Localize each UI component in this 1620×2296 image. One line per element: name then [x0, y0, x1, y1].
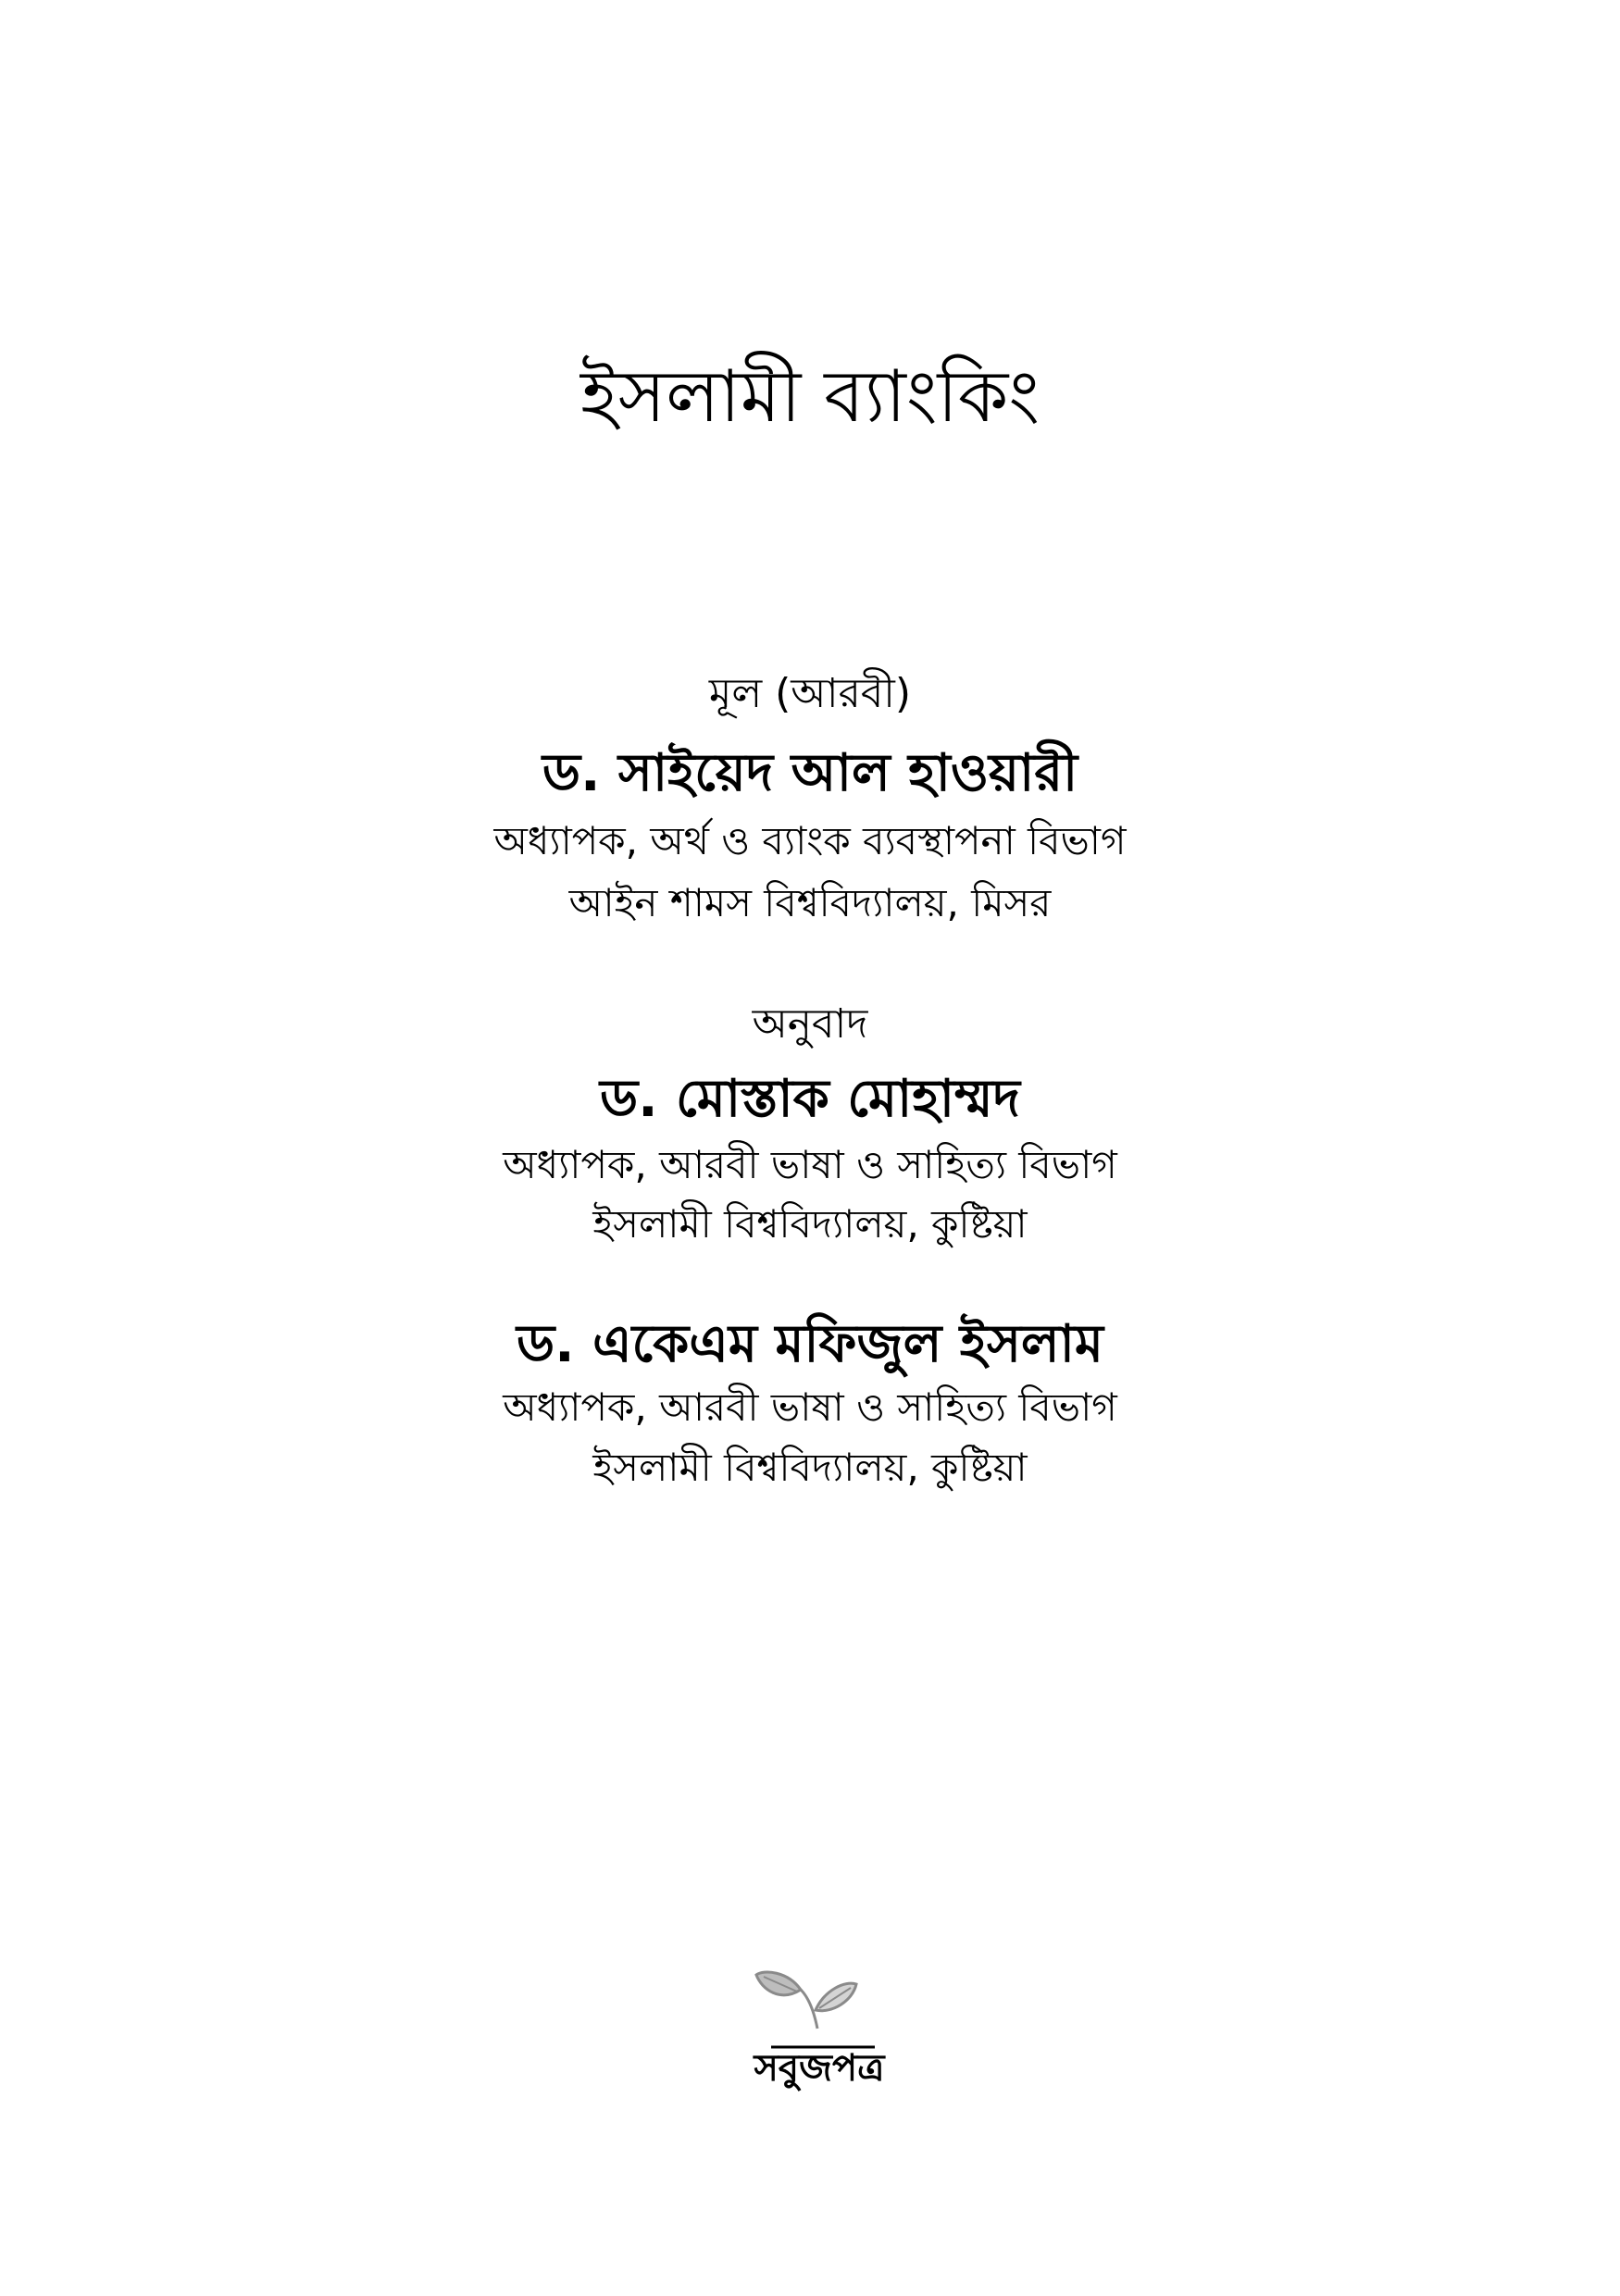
translator-1-position: অধ্যাপক, আরবী ভাষা ও সাহিত্য বিভাগ [503, 1142, 1117, 1187]
translator-2-institution: ইসলামী বিশ্ববিদ্যালয়, কুষ্টিয়া [592, 1445, 1028, 1490]
translator-1-name: ড. মোস্তাক মোহাম্মদ [600, 1069, 1020, 1129]
leaf-icon [756, 1972, 856, 2029]
translator-2-position: অধ্যাপক, আরবী ভাষা ও সাহিত্য বিভাগ [503, 1384, 1117, 1430]
translation-label: অনুবাদ [752, 1000, 868, 1048]
translator-1-institution: ইসলামী বিশ্ববিদ্যালয়, কুষ্টিয়া [592, 1201, 1028, 1247]
publisher-logo-text: সবুজপত্র [754, 2047, 885, 2090]
book-title: ইসলামী ব্যাংকিং [580, 355, 1040, 439]
original-author-position: অধ্যাপক, অর্থ ও ব্যাংক ব্যবস্থাপনা বিভাগ [493, 818, 1127, 863]
translator-2-name: ড. একেএম মফিজুল ইসলাম [516, 1314, 1103, 1374]
publisher-logo [736, 1962, 903, 2101]
original-author-institution: আইন শামস বিশ্ববিদ্যালয়, মিসর [568, 880, 1052, 925]
original-label: মূল (আরবী) [708, 670, 912, 717]
original-author-name: ড. সাইয়েদ আল হাওয়ারী [542, 743, 1078, 803]
